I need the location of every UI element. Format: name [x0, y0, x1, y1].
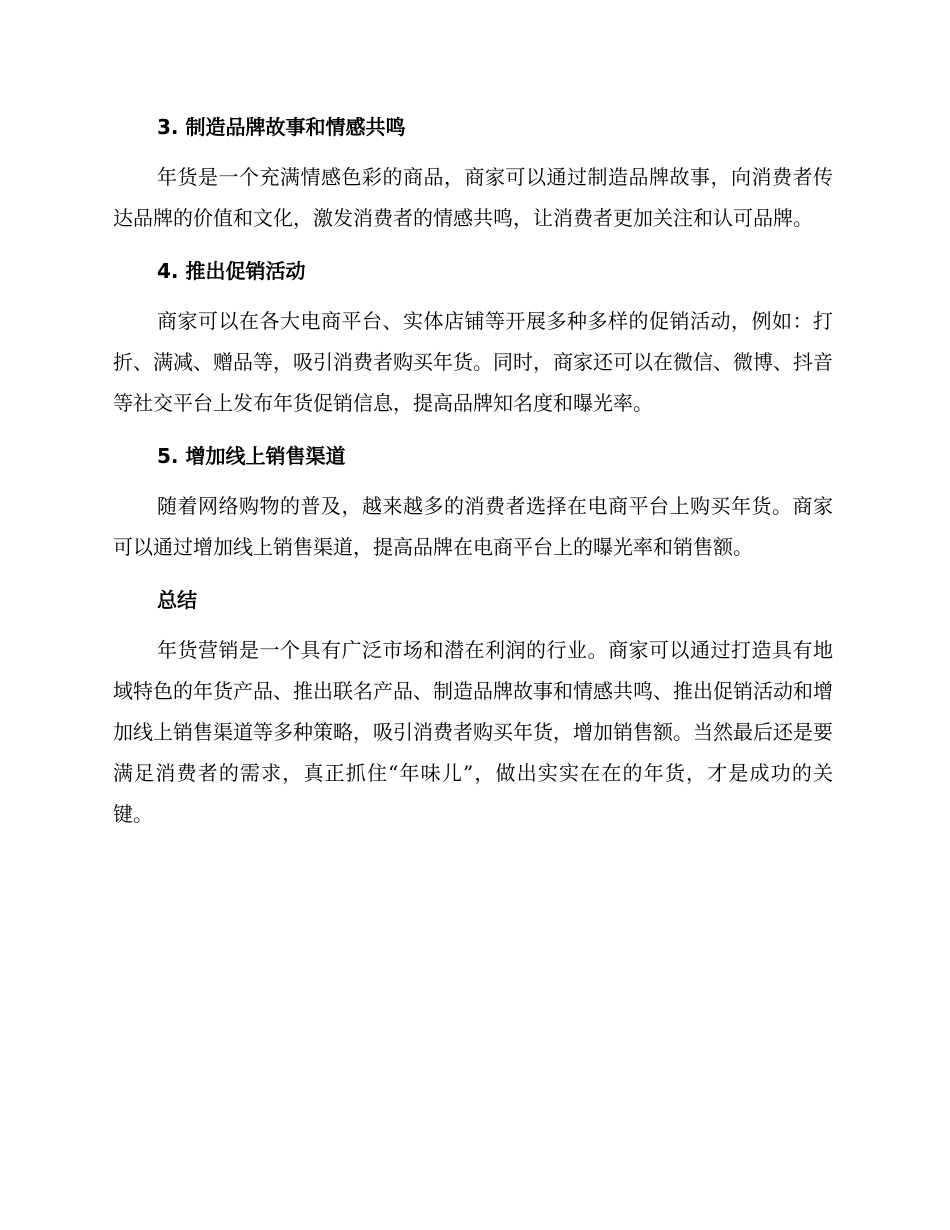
section-promotions: [113, 251, 833, 424]
section-heading: 4. 推出促销活动: [157, 259, 306, 283]
section-paragraph: 年货营销是一个具有广泛市场和潜在利润的行业。商家可以通过打造具有地域特色的年货产品、推出联名产品、制造品牌故事和情感共鸣、推出促销活动和增加线上销售渠道等多种策略，吸引消费者购买年货，增加销售额。当然最后还是要满足消费者的需求，真正抓住“年味儿”，做出实实在在的年货，才是成功的关键。: [113, 638, 833, 826]
section-online-channels: [113, 436, 833, 568]
section-brand-story: [113, 107, 833, 239]
section-heading: 3. 制造品牌故事和情感共鸣: [157, 115, 406, 139]
section-paragraph: 年货是一个充满情感色彩的商品，商家可以通过制造品牌故事，向消费者传达品牌的价值和文化，激发消费者的情感共鸣，让消费者更加关注和认可品牌。: [113, 165, 833, 230]
document-body: [113, 107, 833, 835]
section-heading: 5. 增加线上销售渠道: [157, 444, 346, 468]
section-heading: 总结: [157, 588, 197, 612]
section-paragraph: 随着网络购物的普及，越来越多的消费者选择在电商平台上购买年货。商家可以通过增加线上销售渠道，提高品牌在电商平台上的曝光率和销售额。: [113, 494, 833, 559]
section-paragraph: 商家可以在各大电商平台、实体店铺等开展多种多样的促销活动，例如：打折、满减、赠品等，吸引消费者购买年货。同时，商家还可以在微信、微博、抖音等社交平台上发布年货促销信息，提高品牌知名度和曝光率。: [113, 309, 833, 415]
section-summary: [113, 580, 833, 835]
